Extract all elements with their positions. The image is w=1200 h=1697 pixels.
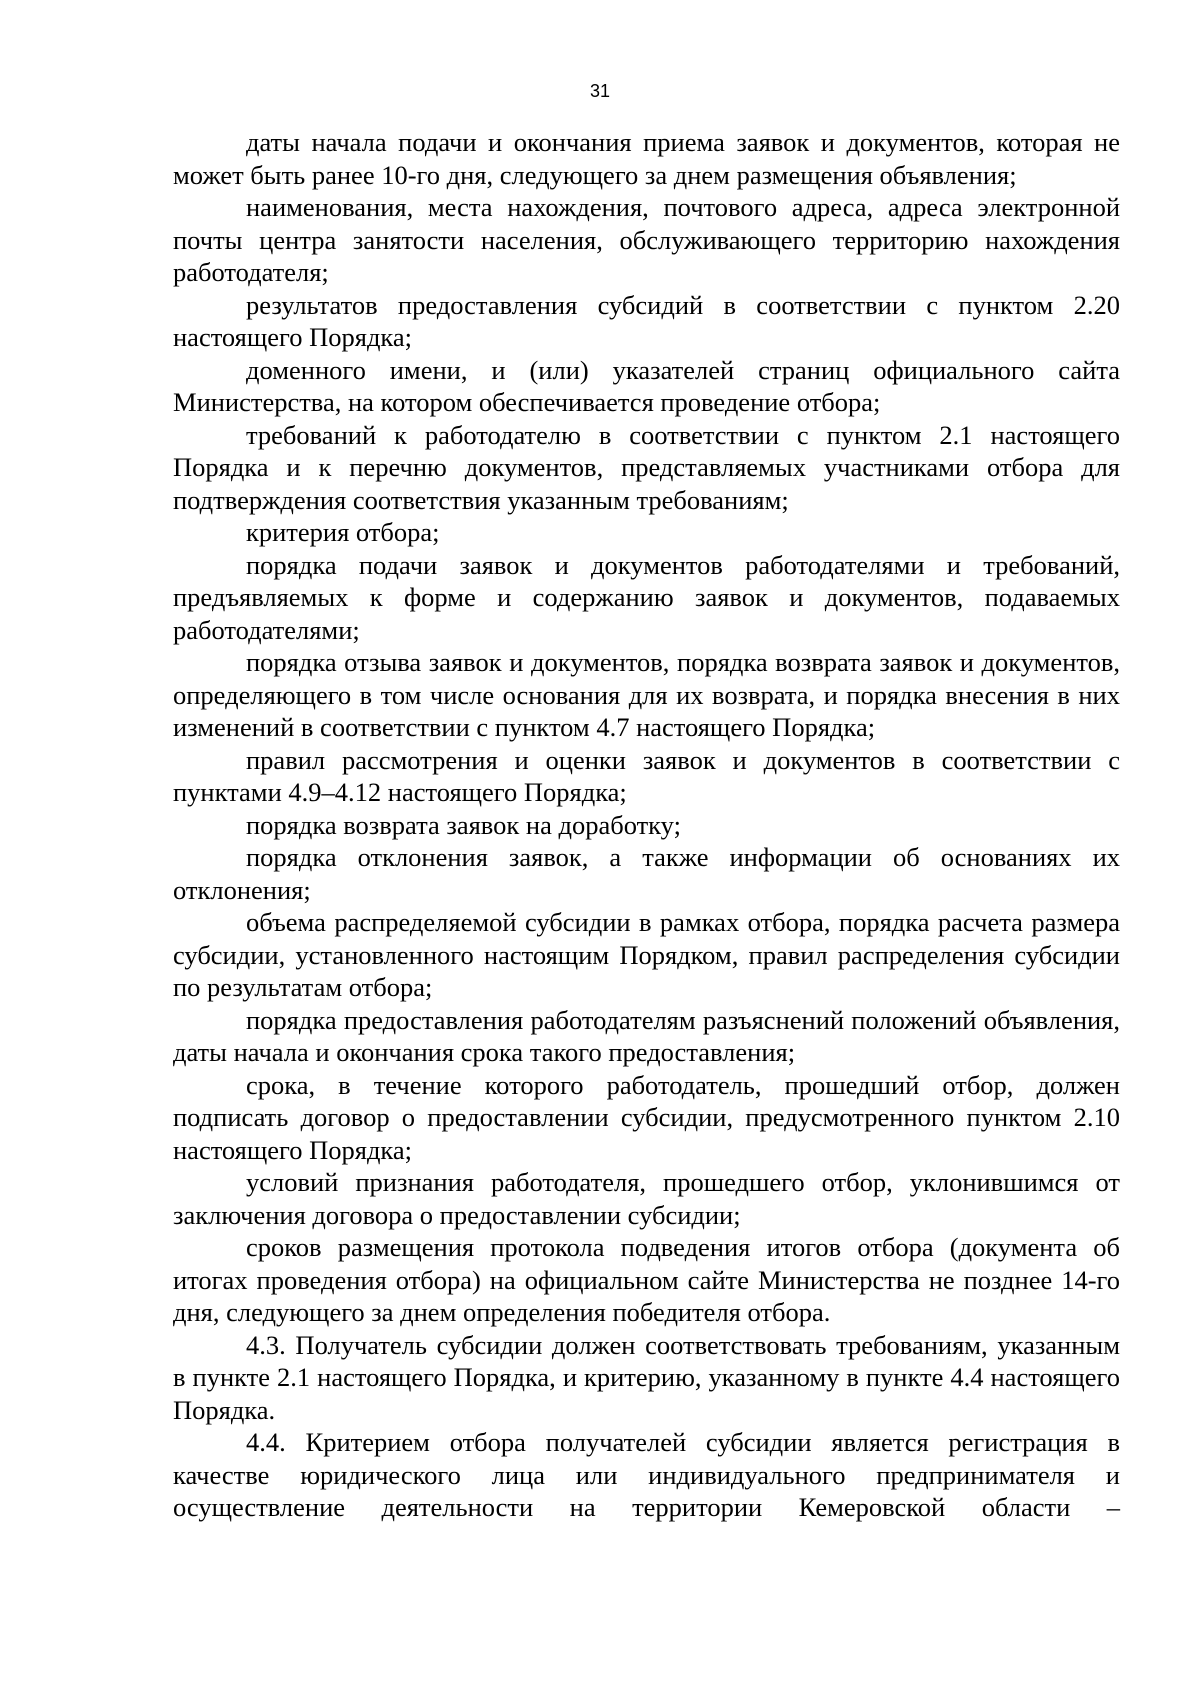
paragraph-subsidy-volume: объема распределяемой субсидии в рамках отбора, порядка расчета размера субсидии, установленного настоящим Порядком, правил распределения субсидии по результатам отбора; bbox=[173, 907, 1120, 1002]
paragraph-domain-name: доменного имени, и (или) указателей страниц официального сайта Министерства, на котором обеспечивается проведение отбора; bbox=[173, 354, 1120, 417]
paragraph-contract-signing-period: срока, в течение которого работодатель, прошедший отбор, должен подписать договор о предоставлении субсидии, предусмотренного пунктом 2.10 настоящего Порядка; bbox=[173, 1069, 1120, 1165]
paragraph-clause-4-3: 4.3. Получатель субсидии должен соответствовать требованиям, указанным в пункте 2.1 настоящего Порядка, и критерию, указанному в пункте 4.4 настоящего Порядка. bbox=[173, 1329, 1120, 1425]
page-number: 31 bbox=[589, 81, 611, 101]
paragraph-withdrawal-procedure: порядка отзыва заявок и документов, порядка возврата заявок и документов, определяющего в том числе основания для их возврата, и порядка внесения в них изменений в соответствии с пунктом 4.7 настоящего Порядка; bbox=[173, 647, 1120, 742]
paragraph-application-procedure: порядка подачи заявок и документов работодателями и требований, предъявляемых к форме и содержанию заявок и документов, подаваемых работодателями; bbox=[173, 549, 1120, 645]
paragraph-application-dates: даты начала подачи и окончания приема заявок и документов, которая не может быть ранее 10-го дня, следующего за днем размещения объявления; bbox=[173, 127, 1120, 190]
paragraph-review-rules: правил рассмотрения и оценки заявок и документов в соответствии с пунктами 4.9–4.12 настоящего Порядка; bbox=[173, 744, 1120, 807]
paragraph-evasion-conditions: условий признания работодателя, прошедшего отбор, уклонившимся от заключения договора о предоставлении субсидии; bbox=[173, 1167, 1120, 1230]
paragraph-employment-center-details: наименования, места нахождения, почтового адреса, адреса электронной почты центра занятости населения, обслуживающего территорию нахождения работодателя; bbox=[173, 192, 1120, 287]
paragraph-selection-criterion: критерия отбора; bbox=[246, 517, 440, 547]
document-body bbox=[173, 126, 1120, 1524]
paragraph-clarifications: порядка предоставления работодателям разъяснений положений объявления, даты начала и окончания срока такого предоставления; bbox=[173, 1004, 1120, 1067]
paragraph-clause-4-4: 4.4. Критерием отбора получателей субсидии является регистрация в качестве юридического лица или индивидуального предпринимателя и осуществление деятельности на территории Кемеровской области – bbox=[173, 1427, 1120, 1522]
paragraph-employer-requirements: требований к работодателю в соответствии с пунктом 2.1 настоящего Порядка и к перечню документов, представляемых участниками отбора для подтверждения соответствия указанным требованиям; bbox=[173, 419, 1120, 515]
paragraph-protocol-publication: сроков размещения протокола подведения итогов отбора (документа об итогах проведения отбора) на официальном сайте Министерства не позднее 14-го дня, следующего за днем определения победителя отбора. bbox=[173, 1232, 1120, 1327]
paragraph-rejection-procedure: порядка отклонения заявок, а также информации об основаниях их отклонения; bbox=[173, 842, 1120, 905]
paragraph-subsidy-results: результатов предоставления субсидий в соответствии с пунктом 2.20 настоящего Порядка; bbox=[173, 289, 1120, 352]
paragraph-return-for-revision: порядка возврата заявок на доработку; bbox=[246, 809, 681, 840]
